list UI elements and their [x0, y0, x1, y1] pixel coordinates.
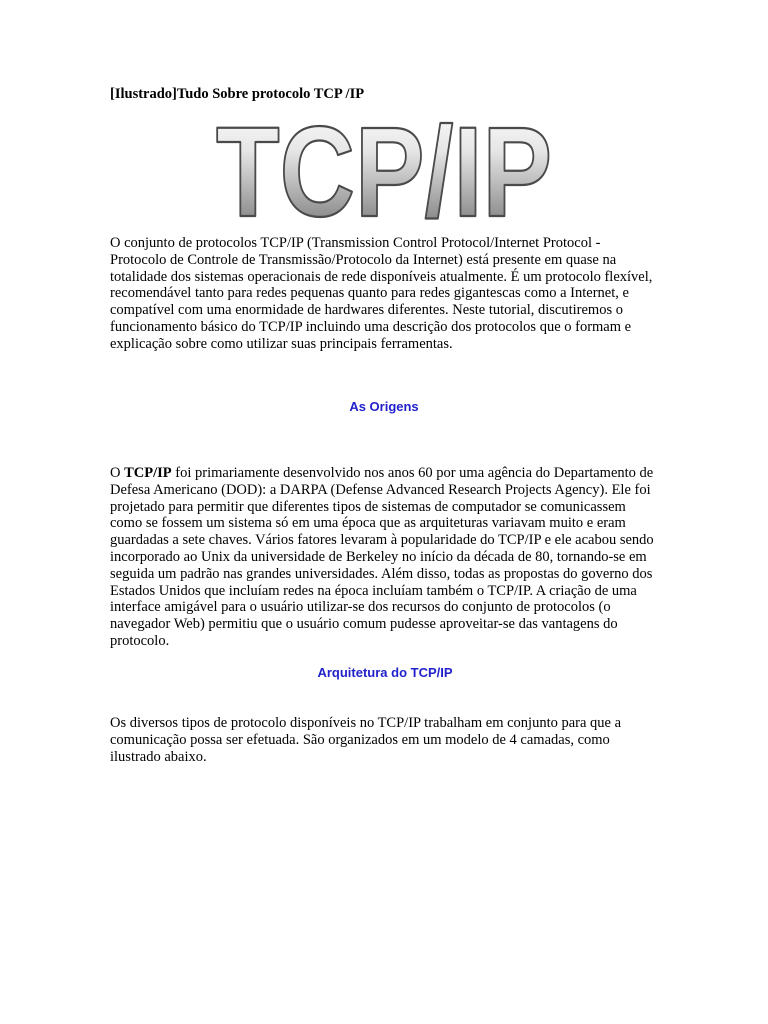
section-heading-arquitetura: Arquitetura do TCP/IP	[317, 665, 453, 680]
origens-lead: O	[110, 465, 125, 481]
arquitetura-paragraph: Os diversos tipos de protocolo disponíveis no TCP/IP trabalham em conjunto para que a comunicação possa ser efetuada. São organizados em um modelo de 4 camadas, como ilustrado abaixo.	[110, 715, 622, 765]
origens-lead-bold: TCP/IP	[124, 465, 172, 481]
logo-text: TCP/IP	[216, 112, 552, 224]
intro-paragraph: O conjunto de protocolos TCP/IP (Transmission Control Protocol/Internet Protocol - Protocolo de Controle de Transmissão/Protocolo da Internet) está presente em quase na totalidade dos sistemas operacionais de rede disponíveis atualmente. É um protocolo flexível, recomendável tanto para redes pequenas quanto para redes gigantescas como a Internet, e compatível com uma enormidade de hardwares diferentes. Neste tutorial, discutiremos o funcionamento básico do TCP/IP incluindo uma descrição dos protocolos que o formam e explicação sobre como utilizar suas principais ferramentas.	[110, 235, 653, 352]
tcp-ip-logo	[212, 112, 557, 224]
origens-body: foi primariamente desenvolvido nos anos 60 por uma agência do Departamento de Defesa Americano (DOD): a DARPA (Defense Advanced Research Projects Agency). Ele foi projetado para permitir que diferentes tipos de sistemas de computador se comunicassem como se fossem um sistema só em uma época que as arquiteturas variavam muito e eram guardadas a sete chaves. Vários fatores levaram à popularidade do TCP/IP e ele acabou sendo incorporado ao Unix da universidade de Berkeley no início da década de 80, tornando-se em seguida um padrão nas grandes universidades. Além disso, todas as propostas do governo dos Estados Unidos que incluíam redes na época incluíam também o TCP/IP. A criação de uma interface amigável para o usuário utilizar-se dos recursos do conjunto de protocolos (o navegador Web) permitiu que o usuário comum pudesse aproveitar-se das vantagens do protocolo.	[110, 465, 654, 649]
origens-paragraph	[110, 465, 660, 650]
document-title: [Ilustrado]Tudo Sobre protocolo TCP /IP	[110, 86, 365, 102]
section-heading-origens: As Origens	[349, 399, 419, 414]
